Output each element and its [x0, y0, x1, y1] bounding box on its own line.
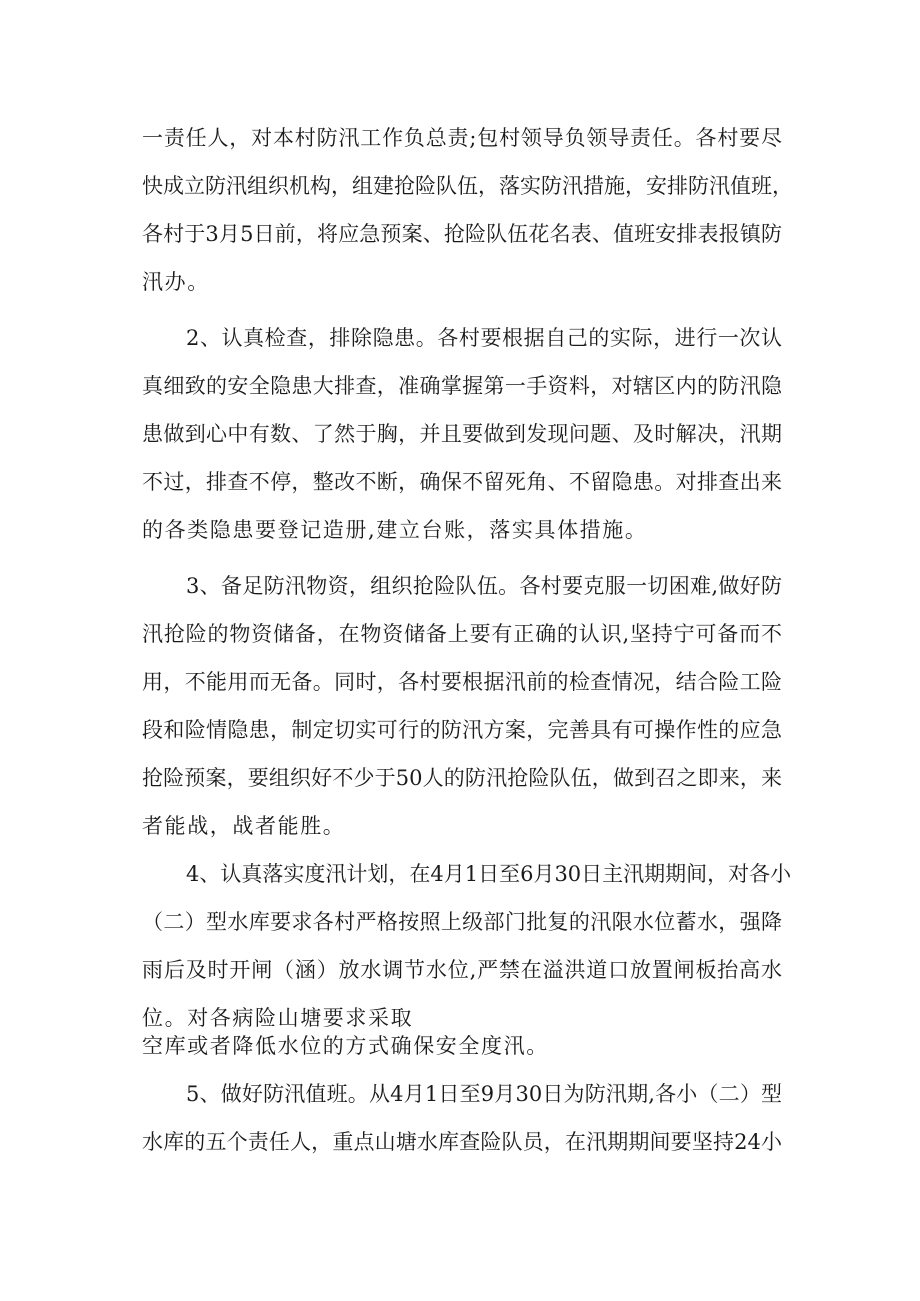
- paragraph-line: 用，不能用而无备。同时，各村要根据汛前的检查情况，结合险工险: [142, 670, 782, 694]
- paragraph-line: 抢险预案，要组织好不少于50人的防汛抢险队伍，做到召之即来，来: [142, 766, 782, 790]
- paragraph-line: 段和险情隐患，制定切实可行的防汛方案，完善具有可操作性的应急: [142, 718, 782, 742]
- paragraph-line: 快成立防汛组织机构，组建抢险队伍，落实防汛措施，安排防汛值班，: [142, 174, 793, 198]
- paragraph-line: 空库或者降低水位的方式确保安全度汛。: [142, 1034, 549, 1058]
- paragraph-line: 位。对各病险山塘要求采取: [142, 1006, 414, 1030]
- paragraph-line: 雨后及时开闸（涵）放水调节水位,严禁在溢洪道口放置闸板抬高水: [142, 958, 782, 982]
- paragraph-line: 各村于3月5日前，将应急预案、抢险队伍花名表、值班安排表报镇防: [142, 222, 782, 246]
- paragraph-line: 水库的五个责任人，重点山塘水库查险队员，在汛期期间要坚持24小: [142, 1130, 782, 1154]
- paragraph-line: 患做到心中有数、了然于胸，并且要做到发现问题、及时解决，汛期: [142, 422, 782, 446]
- paragraph-line: 汛抢险的物资储备，在物资储备上要有正确的认识,坚持宁可备而不: [142, 622, 782, 646]
- paragraph-line: （二）型水库要求各村严格按照上级部门批复的汛限水位蓄水，强降: [142, 910, 782, 934]
- paragraph-line: 5、做好防汛值班。从4月1日至9月30日为防汛期,各小（二）型: [186, 1082, 782, 1106]
- paragraph-line: 者能战，战者能胜。: [142, 814, 346, 838]
- paragraph-line: 3、备足防汛物资，组织抢险队伍。各村要克服一切困难,做好防: [186, 574, 782, 598]
- paragraph-line: 真细致的安全隐患大排查，准确掌握第一手资料，对辖区内的防汛隐: [142, 374, 782, 398]
- paragraph-line: 一责任人，对本村防汛工作负总责;包村领导负领导责任。各村要尽: [142, 126, 782, 150]
- paragraph-line: 的各类隐患要登记造册,建立台账，落实具体措施。: [142, 518, 648, 542]
- paragraph-line: 4、认真落实度汛计划，在4月1日至6月30日主汛期期间，对各小: [186, 862, 792, 886]
- paragraph-line: 2、认真检查，排除隐患。各村要根据自己的实际，进行一次认: [186, 326, 782, 350]
- paragraph-line: 不过，排查不停，整改不断，确保不留死角、不留隐患。对排查出来: [142, 470, 782, 494]
- paragraph-line: 汛办。: [142, 270, 210, 294]
